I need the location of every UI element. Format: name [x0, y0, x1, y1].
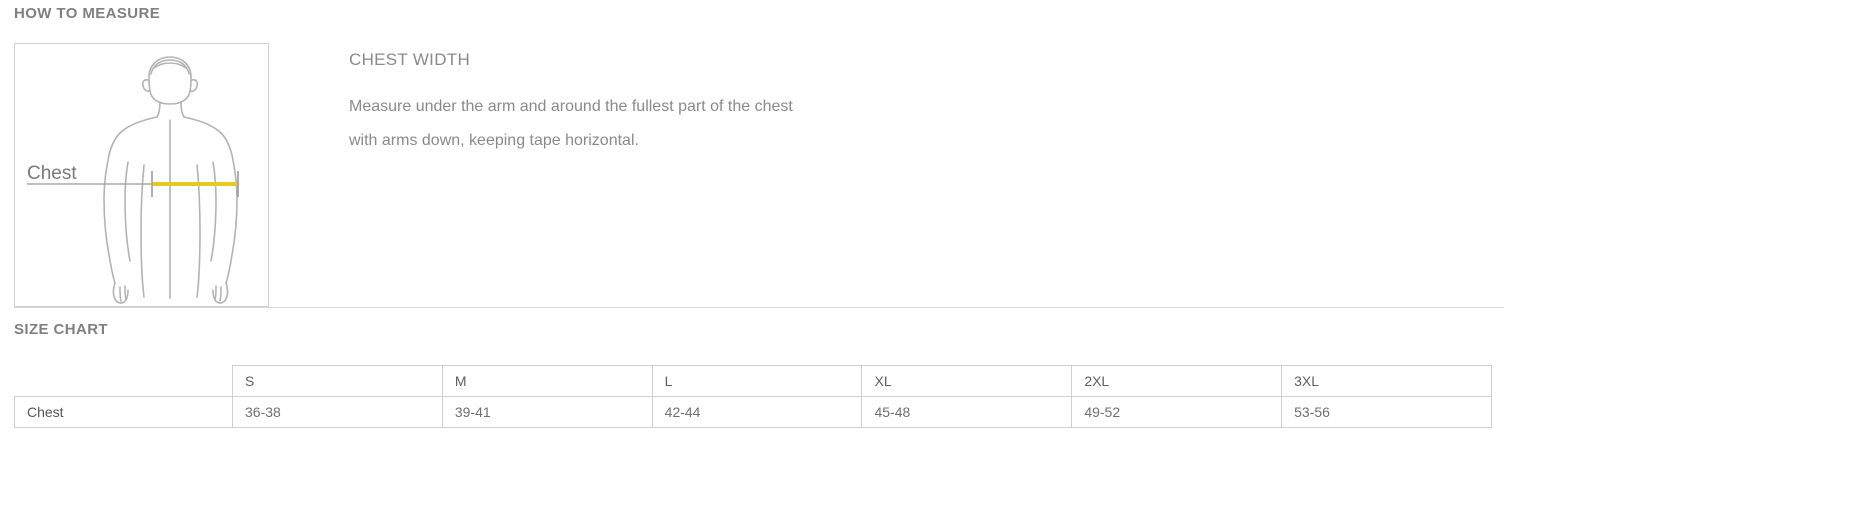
cell-chest-m: 39-41	[442, 397, 652, 428]
cell-chest-l: 42-44	[652, 397, 862, 428]
size-chart-heading: SIZE CHART	[14, 321, 108, 338]
cell-chest-xl: 45-48	[862, 397, 1072, 428]
cell-chest-2xl: 49-52	[1072, 397, 1282, 428]
measure-description	[349, 90, 793, 158]
measure-text-block	[349, 43, 793, 158]
section-divider	[14, 307, 1504, 308]
figure-label: Chest	[27, 163, 77, 184]
table-header-m: M	[442, 366, 652, 397]
table-corner-cell	[15, 366, 233, 397]
table-header-l: L	[652, 366, 862, 397]
chest-measure-figure	[14, 43, 269, 307]
cell-chest-s: 36-38	[233, 397, 443, 428]
row-label-chest: Chest	[15, 397, 233, 428]
measure-description-line-2: with arms down, keeping tape horizontal.	[349, 132, 639, 149]
male-torso-chest-measure-icon	[15, 44, 268, 306]
how-to-measure-heading: HOW TO MEASURE	[14, 5, 161, 22]
table-header-row	[15, 366, 1492, 397]
measure-description-line-1: Measure under the arm and around the fullest part of the chest	[349, 98, 793, 115]
size-chart-table-wrap	[14, 365, 1492, 428]
measure-block	[14, 43, 1840, 307]
table-header-3xl: 3XL	[1282, 366, 1492, 397]
measure-title: CHEST WIDTH	[349, 50, 471, 69]
table-header-2xl: 2XL	[1072, 366, 1282, 397]
table-header-s: S	[233, 366, 443, 397]
size-chart-table	[14, 365, 1492, 428]
table-header-xl: XL	[862, 366, 1072, 397]
table-row	[15, 397, 1492, 428]
cell-chest-3xl: 53-56	[1282, 397, 1492, 428]
